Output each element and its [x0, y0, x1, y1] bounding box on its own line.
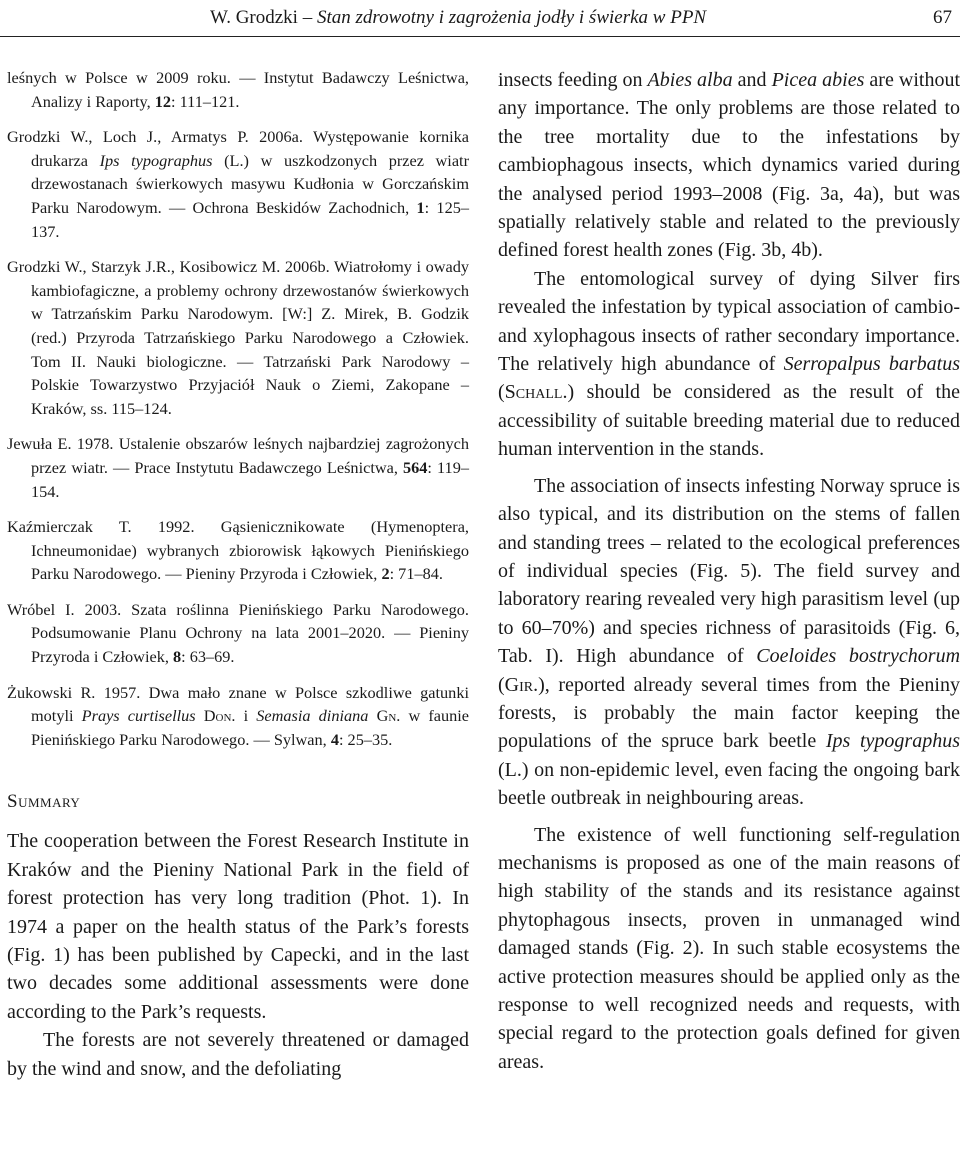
left-column — [7, 66, 469, 1083]
reference-entry: Żukowski R. 1957. Dwa mało znane w Polsce szkodliwe gatunki motyli Prays curtisellus Don. i Semasia diniana Gn. w faunie Pienińskiego Parku Narodowego. — Sylwan, 4: 25–35. — [7, 682, 470, 749]
reference-entry: Kaźmierczak T. 1992. Gąsienicznikowate (Hymenoptera, Ichneumonidae) wybranych zbiorowisk łąkowych Pienińskiego Parku Narodowego. — Pieniny Przyroda i Człowiek, 2: 71–84. — [7, 517, 469, 584]
summary-paragraph: The entomological survey of dying Silver firs revealed the infestation by typical association of cambio- and xylophagous insects of rather secondary importance. The relatively high abundance of Serropalpus barbatus (Schall.) should be considered as the result of the accessibility of suitable breeding material due to reduced human intervention in the stands. — [498, 267, 960, 461]
header-rule — [0, 36, 960, 37]
summary-paragraph: The existence of well functioning self-regulation mechanisms is proposed as one of the main reasons of high stability of the stands and its resistance against phytophagous insects, proven in unmanaged wind damaged stands (Fig. 2). In such stable ecosystems the active protection measures should be applied only as the response to well recognized needs and requests, with special regard to the protection goals defined for given areas. — [498, 823, 960, 1073]
reference-entry: Grodzki W., Starzyk J.R., Kosibowicz M. 2006b. Wiatrołomy i owady kambiofagiczne, a problemy ochrony drzewostanów świerkowych w Tatrzańskim Parku Narodowym. [W:] Z. Mirek, B. Godzik (red.) Przyroda Tatrzańskiego Parku Narodowego a Człowiek. Tom II. Nauki biologiczne. — Tatrzański Park Narodowy – Polskie Towarzystwo Przyjaciół Nauk o Ziemi, Zakopane – Kraków, ss. 115–124. — [7, 257, 469, 418]
summary-paragraph: The forests are not severely threatened or damaged by the wind and snow, and the defoliating — [7, 1029, 469, 1080]
summary-paragraph: insects feeding on Abies alba and Picea abies are without any importance. The only problems are those related to the tree mortality due to the infestations by cambiophagous insects, which dynamics varied during the analysed period 1993–2008 (Fig. 3a, 4a), but was spatially relatively stable and related to the previously defined forest health zones (Fig. 3b, 4b). — [498, 69, 960, 262]
reference-entry: Wróbel I. 2003. Szata roślinna Pienińskiego Parku Narodowego. Podsumowanie Planu Ochrony na lata 2001–2020. — Pieniny Przyroda i Człowiek, 8: 63–69. — [7, 599, 469, 667]
reference-entry: Grodzki W., Loch J., Armatys P. 2006a. Występowanie kornika drukarza Ips typographus (L.) w uszkodzonych przez wiatr drzewostanach świerkowych masywu Kudłonia w Gorczańskim Parku Narodowym. — Ochrona Beskidów Zachodnich, 1: 125–137. — [7, 127, 469, 241]
running-header — [0, 0, 960, 36]
summary-heading: Summary — [7, 791, 81, 813]
reference-entry: leśnych w Polsce w 2009 roku. — Instytut Badawczy Leśnictwa, Analizy i Raporty, 12: 111–121. — [7, 68, 469, 111]
header-title: W. Grodzki – Stan zdrowotny i zagrożenia jodły i świerka w PPN — [210, 7, 707, 28]
summary-paragraph: The association of insects infesting Norway spruce is also typical, and its distribution on the stems of fallen and standing trees – related to the ecological preferences of individual species (Fig. 5). The field survey and laboratory rearing revealed very high parasitism level (up to 60–70%) and species richness of parasitoids (Fig. 6, Tab. I). High abundance of Coeloides bostrychorum (Gir.), reported already several times from the Pieniny forests, is probably the main factor keeping the populations of the spruce bark beetle Ips typographus (L.) on non-epidemic level, even facing the ongoing bark beetle outbreak in neighbouring areas. — [498, 474, 960, 810]
summary-left-text — [7, 827, 469, 1083]
reference-entry: Jewuła E. 1978. Ustalenie obszarów leśnych najbardziej zagrożonych przez wiatr. — Prace Instytutu Badawczego Leśnictwa, 564: 119–154. — [7, 434, 469, 501]
right-column — [498, 66, 960, 1076]
summary-right-text — [498, 66, 960, 1076]
reference-list — [7, 66, 469, 751]
summary-paragraph: The cooperation between the Forest Research Institute in Kraków and the Pieniny National Park in the field of forest protection has very long tradition (Phot. 1). In 1974 a paper on the health status of the Park’s forests (Fig. 1) has been published by Capecki, and in the last two decades some additional assessments were done according to the Park’s requests. — [7, 830, 469, 1023]
page-number: 67 — [933, 7, 952, 28]
